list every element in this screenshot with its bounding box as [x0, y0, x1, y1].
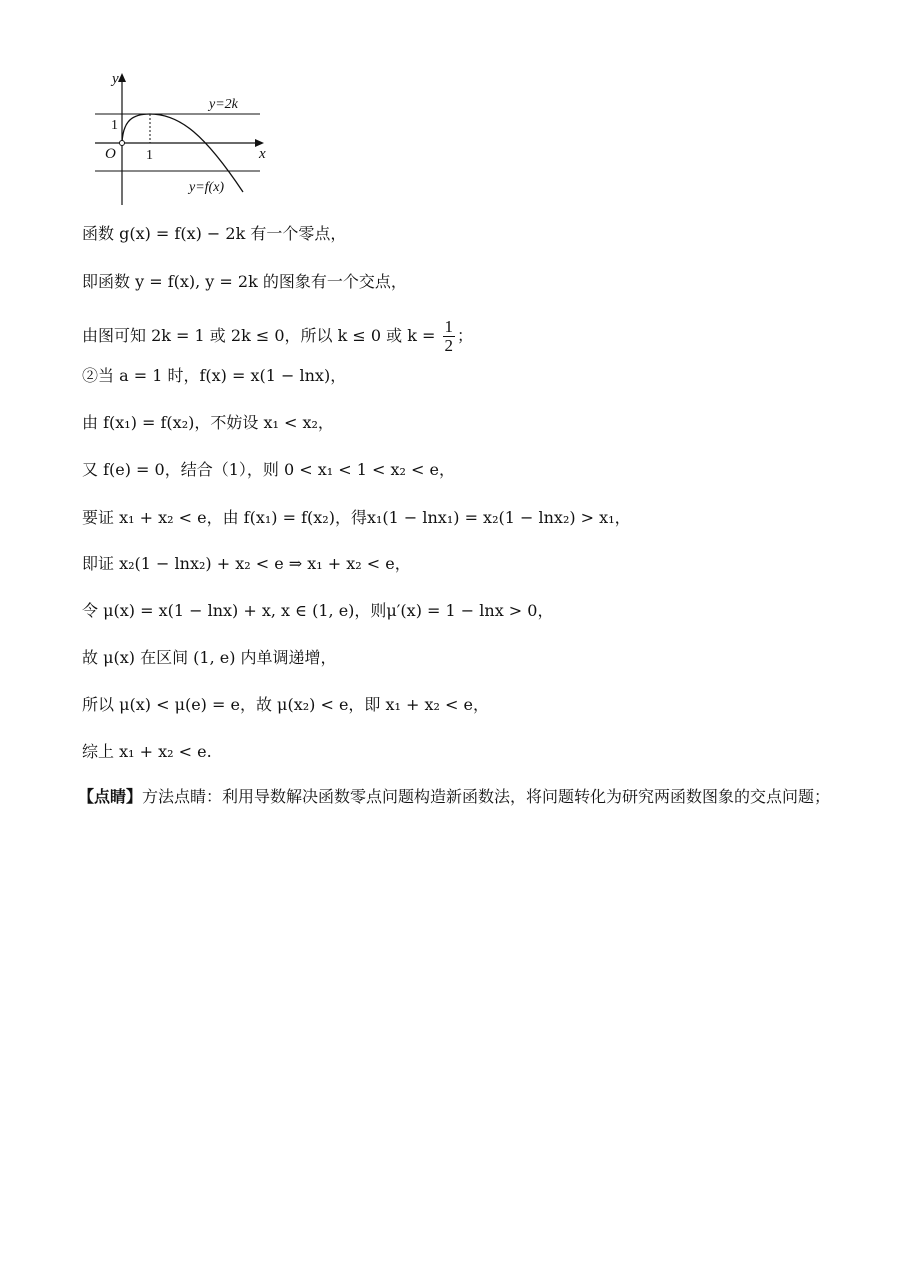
line-4: ②当 a = 1 时，f(x) = x(1 − lnx)，	[82, 366, 347, 385]
note-line	[78, 785, 830, 809]
line-3-text: 由图可知 2k = 1 或 2k ≤ 0，所以 k ≤ 0 或 k =	[82, 326, 436, 345]
origin-hole	[120, 141, 125, 146]
line-2: 即函数 y = f(x), y = 2k 的图象有一个交点，	[82, 272, 407, 291]
tick-label-x-1: 1	[146, 148, 153, 163]
y-axis-label: y	[112, 71, 119, 87]
x-axis-label: x	[259, 146, 266, 162]
fraction-one-half	[443, 318, 456, 355]
origin-label: O	[105, 146, 116, 162]
note-key: 【点睛】	[78, 787, 143, 806]
line-7: 要证 x₁ + x₂ < e，由 f(x₁) = f(x₂)，得x₁(1 − lnx₁) = x₂(1 − lnx₂) > x₁，	[82, 508, 631, 527]
fraction-denominator: 2	[444, 336, 454, 355]
function-graph	[85, 65, 285, 210]
curve-label-y-fx: y=f(x)	[189, 180, 225, 195]
line-3	[82, 317, 474, 355]
curve-f	[122, 114, 243, 192]
line-6: 又 f(e) = 0，结合（1），则 0 < x₁ < 1 < x₂ < e，	[82, 460, 456, 479]
line-12: 综上 x₁ + x₂ < e.	[82, 742, 212, 761]
line-1: 函数 g(x) = f(x) − 2k 有一个零点，	[82, 224, 347, 243]
line-3-tail: ；	[457, 326, 474, 345]
tick-label-y-1: 1	[111, 118, 118, 133]
line-label-y-2k: y=2k	[209, 97, 238, 112]
line-10: 故 μ(x) 在区间 (1, e) 内单调递增，	[82, 648, 337, 667]
line-5: 由 f(x₁) = f(x₂)，不妨设 x₁ < x₂，	[82, 413, 334, 432]
line-11: 所以 μ(x) < μ(e) = e，故 μ(x₂) < e，即 x₁ + x₂ < e，	[82, 695, 490, 714]
note-text: 方法点睛：利用导数解决函数零点问题构造新函数法，将问题转化为研究两函数图象的交点问题；	[142, 787, 831, 806]
line-9: 令 μ(x) = x(1 − lnx) + x, x ∈ (1, e)，则μ′(x) = 1 − lnx > 0，	[82, 601, 554, 620]
y-axis-arrow	[118, 73, 126, 82]
fraction-numerator: 1	[444, 317, 454, 336]
line-8: 即证 x₂(1 − lnx₂) + x₂ < e ⇒ x₁ + x₂ < e，	[82, 554, 411, 573]
